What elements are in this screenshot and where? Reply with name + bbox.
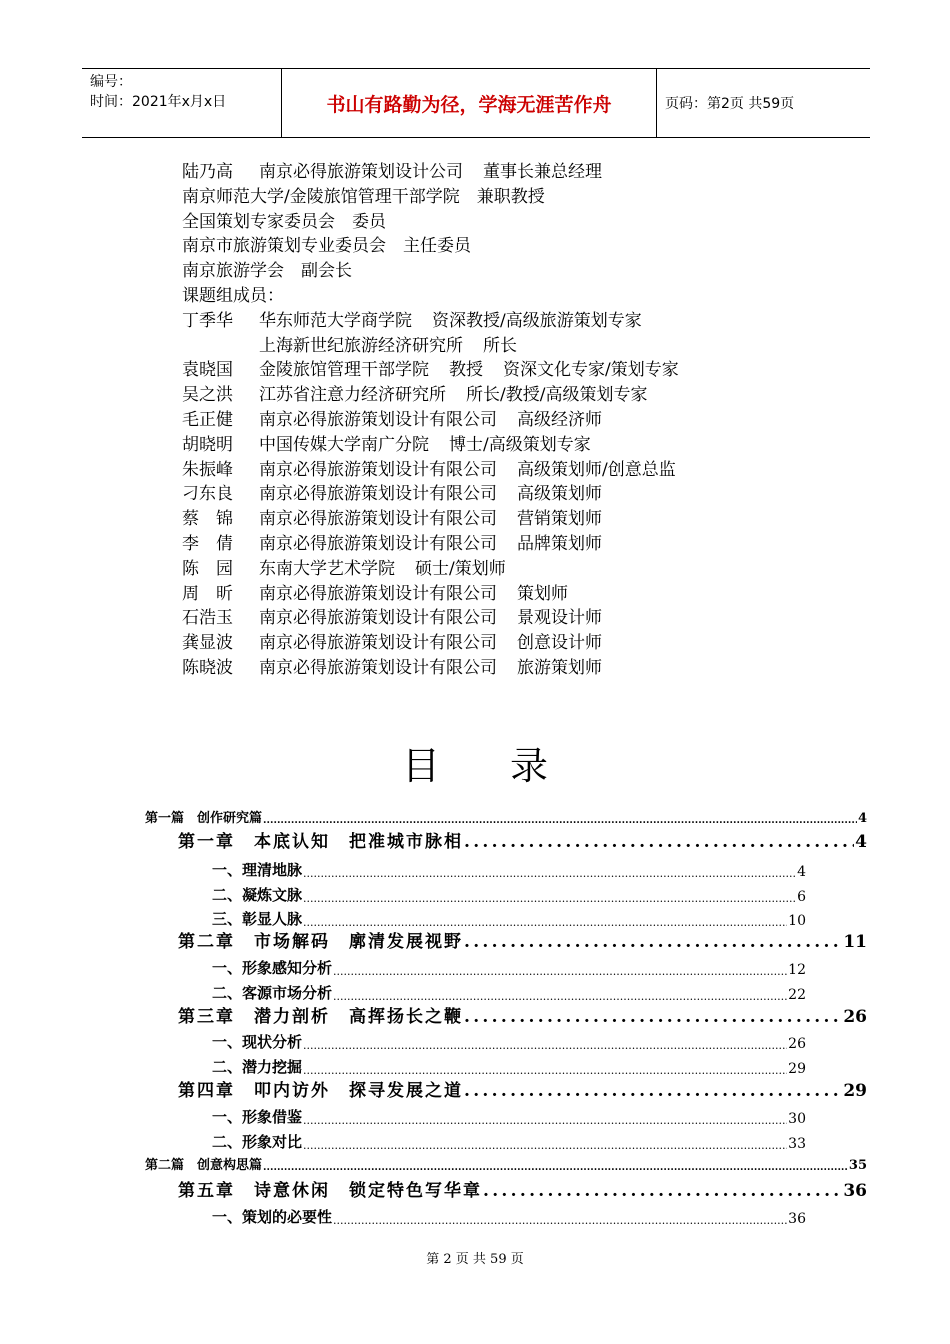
- member-row: [182, 358, 802, 383]
- member-name: 周 昕: [182, 583, 233, 604]
- member-detail: 创意设计师: [517, 633, 602, 654]
- member-detail: 南京必得旅游策划设计有限公司: [259, 657, 497, 678]
- member-detail: 东南大学艺术学院: [259, 558, 395, 579]
- toc-section-entry[interactable]: [212, 1202, 806, 1227]
- toc-section-entry[interactable]: [212, 855, 806, 880]
- toc-dot-leader: [464, 932, 842, 952]
- team-member-list: [182, 160, 802, 681]
- member-name: 蔡 锦: [182, 509, 233, 530]
- member-detail: 南京必得旅游策划设计有限公司: [259, 633, 497, 654]
- toc-chapter-entry[interactable]: [178, 927, 867, 952]
- member-row: [182, 309, 802, 334]
- toc-page-number: 26: [843, 1007, 867, 1027]
- member-row: [182, 482, 802, 507]
- toc-page-number: 26: [788, 1036, 806, 1052]
- toc-part-entry[interactable]: [145, 804, 867, 826]
- member-name: 丁季华: [182, 310, 233, 331]
- member-row: [182, 656, 802, 681]
- toc-entry-label: 二、客源市场分析: [212, 984, 333, 1002]
- member-detail: 华东师范大学商学院: [259, 310, 412, 331]
- toc-page-number: 10: [788, 913, 806, 929]
- toc-entry-label: 二、凝炼文脉: [212, 886, 303, 904]
- toc-entry-label: 一、形象感知分析: [212, 959, 333, 977]
- toc-page-number: 35: [848, 1158, 867, 1173]
- page-header: [82, 68, 870, 138]
- member-row: [182, 408, 802, 433]
- toc-part-entry[interactable]: [145, 1151, 867, 1173]
- member-line: 南京师范大学/金陵旅馆管理干部学院 兼职教授: [182, 186, 545, 207]
- toc-entry-label: 一、现状分析: [212, 1033, 303, 1051]
- time-label: 时间：2021年x月x日: [90, 94, 227, 110]
- member-name: 陆乃高: [182, 162, 233, 182]
- toc-section-entry[interactable]: [212, 904, 806, 929]
- toc-page-number: 30: [788, 1111, 806, 1127]
- member-row: [182, 334, 802, 359]
- member-name: 龚显波: [182, 633, 233, 654]
- toc-page-number: 33: [788, 1136, 806, 1152]
- toc-page-number: 36: [843, 1181, 867, 1201]
- member-detail: 策划师: [517, 583, 568, 604]
- member-row: [182, 383, 802, 408]
- toc-section-entry[interactable]: [212, 1102, 806, 1127]
- member-row: [182, 631, 802, 656]
- toc-page-number: 6: [797, 889, 806, 905]
- member-detail: 董事长兼总经理: [483, 162, 602, 182]
- member-detail: 所长: [483, 335, 517, 356]
- member-row: [182, 185, 802, 210]
- toc-section-entry[interactable]: [212, 1052, 806, 1077]
- member-line: 南京市旅游策划专业委员会 主任委员: [182, 236, 471, 257]
- toc-dot-leader: [464, 1007, 842, 1027]
- member-detail: 南京必得旅游策划设计有限公司: [259, 509, 497, 530]
- member-detail: 资深文化专家/策划专家: [503, 360, 679, 381]
- toc-page-number: 12: [788, 962, 806, 978]
- member-detail: 南京必得旅游策划设计有限公司: [259, 459, 497, 480]
- member-name: 石浩玉: [182, 608, 233, 629]
- member-detail: 博士/高级策划专家: [449, 434, 591, 455]
- header-motto: 书山有路勤为径，学海无涯苦作舟: [282, 69, 657, 137]
- toc-dot-leader: [303, 1114, 787, 1127]
- member-row: [182, 606, 802, 631]
- member-detail: 所长/教授/高级策划专家: [466, 385, 648, 406]
- member-name: 李 倩: [182, 533, 233, 554]
- member-detail: 高级经济师: [517, 409, 602, 430]
- member-detail: 品牌策划师: [517, 533, 602, 554]
- member-detail: 江苏省注意力经济研究所: [259, 385, 446, 406]
- member-detail: 南京必得旅游策划设计有限公司: [259, 533, 497, 554]
- header-meta: [82, 69, 282, 137]
- member-row: [182, 284, 802, 309]
- toc-page-number: 11: [843, 932, 867, 952]
- member-row: [182, 532, 802, 557]
- toc-section-entry[interactable]: [212, 880, 806, 905]
- member-row: [182, 259, 802, 284]
- member-name: 陈 园: [182, 558, 233, 579]
- member-row: [182, 458, 802, 483]
- toc-dot-leader: [333, 965, 787, 978]
- header-page-label: 页码：第2页 共59页: [665, 96, 795, 112]
- member-detail: 南京必得旅游策划设计有限公司: [259, 484, 497, 505]
- toc-page-number: 4: [797, 864, 806, 880]
- toc-dot-leader: [263, 815, 857, 826]
- page-footer: 第 2 页 共 59 页: [426, 1252, 524, 1267]
- toc-entry-label: 第五章 诗意休闲 锁定特色写华章: [178, 1181, 482, 1201]
- member-detail: 高级策划师/创意总监: [517, 459, 676, 480]
- toc-page-number: 36: [788, 1211, 806, 1227]
- toc-dot-leader: [464, 1081, 842, 1101]
- toc-dot-leader: [303, 1039, 787, 1052]
- toc-entry-label: 第二章 市场解码 廓清发展视野: [178, 932, 463, 952]
- toc-page-number: 29: [788, 1061, 806, 1077]
- member-detail: 南京必得旅游策划设计有限公司: [259, 608, 497, 629]
- member-detail: 南京必得旅游策划设计公司: [259, 162, 463, 182]
- toc-page-number: 4: [855, 832, 867, 852]
- toc-section-entry[interactable]: [212, 1027, 806, 1052]
- toc-page-number: 29: [843, 1081, 867, 1101]
- toc-entry-label: 第四章 叩内访外 探寻发展之道: [178, 1081, 463, 1101]
- member-row: [182, 234, 802, 259]
- member-row: [182, 433, 802, 458]
- member-detail: 南京必得旅游策划设计有限公司: [259, 409, 497, 430]
- toc-chapter-entry[interactable]: [178, 827, 867, 852]
- member-detail: 南京必得旅游策划设计有限公司: [259, 583, 497, 604]
- toc-section-entry[interactable]: [212, 978, 806, 1003]
- toc-dot-leader: [333, 1214, 787, 1227]
- member-row: [182, 160, 802, 185]
- member-detail: 旅游策划师: [517, 657, 602, 678]
- member-row: [182, 507, 802, 532]
- toc-entry-label: 二、形象对比: [212, 1133, 303, 1151]
- member-name: 朱振峰: [182, 459, 233, 480]
- toc-dot-leader: [263, 1162, 848, 1173]
- member-detail: 高级策划师: [517, 484, 602, 505]
- toc-dot-leader: [483, 1181, 842, 1201]
- toc-entry-label: 第三章 潜力剖析 高挥扬长之鞭: [178, 1007, 463, 1027]
- toc-entry-label: 一、策划的必要性: [212, 1208, 333, 1226]
- toc-section-entry[interactable]: [212, 1127, 806, 1152]
- toc-section-entry[interactable]: [212, 953, 806, 978]
- toc-entry-label: 二、潜力挖掘: [212, 1058, 303, 1076]
- member-name: 刁东良: [182, 484, 233, 505]
- member-detail: 教授: [449, 360, 483, 381]
- member-detail: 中国传媒大学南广分院: [259, 434, 429, 455]
- toc-dot-leader: [303, 867, 796, 880]
- member-name: 陈晓波: [182, 657, 233, 678]
- toc-entry-label: 一、形象借鉴: [212, 1108, 303, 1126]
- toc-page-number: 22: [788, 987, 806, 1003]
- toc-dot-leader: [464, 832, 854, 852]
- member-name: 毛正健: [182, 409, 233, 430]
- member-detail: 金陵旅馆管理干部学院: [259, 360, 429, 381]
- toc-entry-label: 一、理清地脉: [212, 861, 303, 879]
- member-row: [182, 557, 802, 582]
- member-row: [182, 582, 802, 607]
- member-row: [182, 210, 802, 235]
- toc-chapter-entry[interactable]: [178, 1002, 867, 1027]
- member-detail: 硕士/策划师: [415, 558, 506, 579]
- toc-title: 目录: [401, 744, 618, 788]
- member-name: 袁晓国: [182, 360, 233, 381]
- member-line: 全国策划专家委员会 委员: [182, 211, 386, 232]
- toc-entry-label: 三、彰显人脉: [212, 910, 303, 928]
- toc-chapter-entry[interactable]: [178, 1176, 867, 1201]
- member-detail: 景观设计师: [517, 608, 602, 629]
- toc-entry-label: 第二篇 创意构思篇: [145, 1158, 263, 1173]
- member-name: 吴之洪: [182, 385, 233, 406]
- toc-entry-label: 第一章 本底认知 把准城市脉相: [178, 832, 463, 852]
- member-line: 南京旅游学会 副会长: [182, 261, 352, 282]
- member-line: 课题组成员：: [182, 285, 284, 306]
- member-detail: 营销策划师: [517, 509, 602, 530]
- toc-chapter-entry[interactable]: [178, 1076, 867, 1101]
- toc-entry-label: 第一篇 创作研究篇: [145, 811, 263, 826]
- toc-page-number: 4: [857, 811, 867, 826]
- member-name: 胡晓明: [182, 434, 233, 455]
- member-detail: 上海新世纪旅游经济研究所: [259, 335, 463, 356]
- number-label: 编号：: [90, 74, 132, 90]
- member-detail: 资深教授/高级旅游策划专家: [432, 310, 642, 331]
